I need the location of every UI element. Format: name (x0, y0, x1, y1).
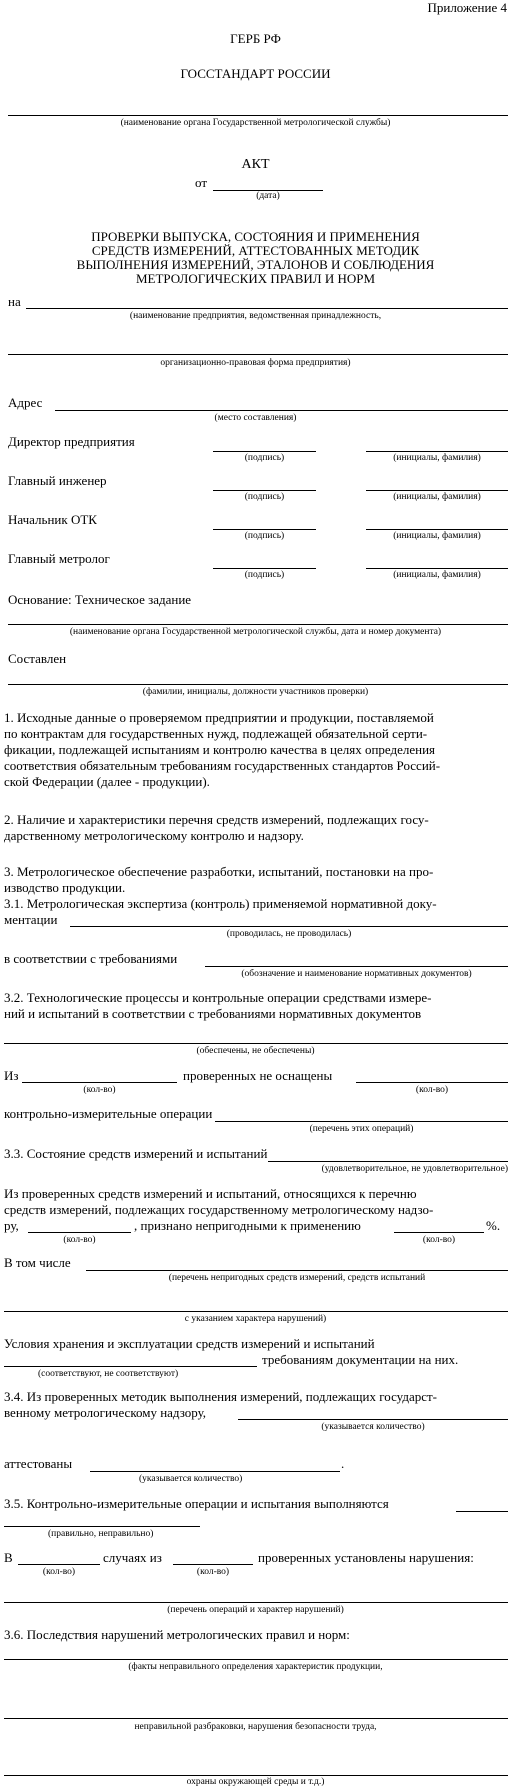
qty-caption: (кол-во) (42, 1567, 76, 1577)
section-1-line: соответствия обязательным требованиям государственных стандартов Россий- (4, 758, 441, 773)
consequences-caption-1: (факты неправильного определения характеристик продукции, (128, 1662, 383, 1672)
violation-caption: с указанием характера нарушений) (184, 1314, 327, 1324)
expertise-line (70, 926, 508, 927)
name-caption: (инициалы, фамилия) (393, 570, 481, 580)
qty-line (394, 1232, 484, 1233)
section-2-line: дарственному метрологическому контролю и надзору. (4, 828, 304, 843)
violations-found-label: проверенных установлены нарушения: (258, 1550, 474, 1565)
qty-line (356, 1082, 508, 1083)
qty-caption: (кол-во) (63, 1235, 96, 1245)
org-line (8, 115, 508, 116)
org-title: ГОССТАНДАРТ РОССИИ (180, 66, 331, 81)
basis-label: Основание: Техническое задание (8, 592, 192, 607)
legal-form-line (8, 354, 508, 355)
consequences-caption-2: неправильной разбраковки, нарушения безопасности труда, (134, 1722, 377, 1732)
methods-count-line (238, 1419, 508, 1420)
signature-role: Начальник ОТК (8, 512, 97, 527)
violations-list-caption: (перечень операций и характер нарушений) (167, 1605, 344, 1615)
qty-line (22, 1082, 177, 1083)
section-3-3-text: средств измерений, подлежащих государственному метрологическому надзо- (4, 1202, 434, 1217)
act-from: от (195, 175, 208, 190)
qty-caption: (кол-во) (83, 1085, 116, 1095)
including-line (86, 1270, 508, 1271)
appendix-label: Приложение 4 (427, 0, 507, 15)
enterprise-caption: (наименование предприятия, ведомственная принадлежность, (129, 311, 382, 321)
correctness-line-end (456, 1511, 508, 1512)
act-title: АКТ (241, 157, 270, 172)
requirements-line (205, 966, 508, 967)
signature-caption: (подпись) (244, 531, 285, 541)
signature-line (213, 451, 316, 452)
state-caption: (удовлетворительное, не удовлетворительное) (321, 1164, 508, 1174)
name-line (366, 451, 508, 452)
compiled-line (8, 684, 508, 685)
date-caption: (дата) (256, 191, 280, 201)
requirements-label: в соответствии с требованиями (4, 951, 178, 966)
requirements-caption: (обозначение и наименование нормативных документов) (241, 969, 472, 979)
operations-label: контрольно-измерительные операции (4, 1106, 213, 1121)
name-line (366, 529, 508, 530)
name-caption: (инициалы, фамилия) (393, 492, 481, 502)
methods-count-caption: (указывается количество) (321, 1422, 425, 1432)
certified-period: . (341, 1456, 345, 1471)
consequences-line-2 (4, 1718, 508, 1719)
signature-role: Директор предприятия (8, 434, 135, 449)
in-label: В (4, 1550, 13, 1565)
correctness-caption: (правильно, неправильно) (48, 1529, 154, 1539)
storage-caption: (соответствуют, не соответствуют) (38, 1369, 179, 1379)
consequences-caption-3: охраны окружающей среды и т.д.) (186, 1777, 325, 1787)
operations-line (215, 1121, 508, 1122)
section-3-3-text: Из проверенных средств измерений и испытаний, относящихся к перечню (4, 1186, 417, 1201)
cases-label: случаях из (103, 1550, 162, 1565)
address-line (55, 410, 508, 411)
section-3-line: изводство продукции. (4, 880, 126, 895)
address-caption: (место составления) (214, 413, 297, 423)
including-caption: (перечень непригодных средств измерений, средств испытаний (168, 1273, 426, 1283)
section-3-2-line: ний и испытаний в соответствии с требованиями нормативных документов (4, 1006, 422, 1021)
expertise-caption: (проводилась, не проводилась) (226, 929, 352, 939)
org-caption: (наименование органа Государственной метрологической службы) (120, 118, 391, 128)
signature-role: Главный инженер (8, 473, 107, 488)
consequences-line-1 (4, 1659, 508, 1660)
qty-caption: (кол-во) (422, 1235, 456, 1245)
section-3-5-label: 3.5. Контрольно-измерительные операции и испытания выполняются (4, 1496, 389, 1511)
name-line (366, 568, 508, 569)
basis-line (8, 624, 508, 625)
storage-line (4, 1366, 257, 1367)
address-label: Адрес (8, 395, 43, 410)
qty-caption: (кол-во) (415, 1085, 449, 1095)
storage-requirements-label: требованиям документации на них. (262, 1352, 459, 1367)
ru-label: ру, (4, 1218, 19, 1233)
section-3-4-line: венному метрологическому надзору, (4, 1405, 207, 1420)
correctness-line (4, 1526, 200, 1527)
act-subject-4: МЕТРОЛОГИЧЕСКИХ ПРАВИЛ И НОРМ (135, 271, 376, 286)
operations-caption: (перечень этих операций) (309, 1124, 414, 1134)
qty-line (173, 1564, 253, 1565)
section-1-line: фикации, подлежащей испытаниям и контролю качества в целях определения (4, 742, 436, 757)
certified-caption: (указывается количество) (139, 1474, 243, 1484)
provision-caption: (обеспечены, не обеспечены) (196, 1046, 315, 1056)
signature-line (213, 529, 316, 530)
act-subject-3: ВЫПОЛНЕНИЯ ИЗМЕРЕНИЙ, ЭТАЛОНОВ И СОБЛЮДЕНИЯ (76, 257, 435, 272)
compiled-label: Составлен (8, 651, 67, 666)
percent-label: %. (486, 1218, 501, 1233)
section-1-line: 1. Исходные данные о проверяемом предприятии и продукции, поставляемой (4, 710, 434, 725)
storage-label: Условия хранения и эксплуатации средств измерений и испытаний (4, 1336, 375, 1351)
including-label: В том числе (4, 1255, 71, 1270)
name-caption: (инициалы, фамилия) (393, 531, 481, 541)
signature-caption: (подпись) (244, 570, 285, 580)
basis-caption: (наименование органа Государственной метрологической службы, дата и номер документа) (69, 627, 442, 637)
from-label: Из (4, 1068, 19, 1083)
act-subject-2: СРЕДСТВ ИЗМЕРЕНИЙ, АТТЕСТОВАННЫХ МЕТОДИК (91, 243, 420, 258)
emblem-label: ГЕРБ РФ (230, 31, 281, 46)
legal-form-caption: организационно-правовая форма предприятия) (160, 358, 351, 368)
signature-role: Главный метролог (8, 551, 110, 566)
certified-line (90, 1471, 340, 1472)
name-line (366, 490, 508, 491)
name-caption: (инициалы, фамилия) (393, 453, 481, 463)
state-line (268, 1161, 508, 1162)
section-1-line: по контрактам для государственных нужд, подлежащей обязательной серти- (4, 726, 428, 741)
signature-line (213, 568, 316, 569)
act-subject-1: ПРОВЕРКИ ВЫПУСКА, СОСТОЯНИЯ И ПРИМЕНЕНИЯ (91, 229, 420, 244)
section-3-3-label: 3.3. Состояние средств измерений и испытаний (4, 1146, 268, 1161)
provision-line (4, 1043, 508, 1044)
compiled-caption: (фамилии, инициалы, должности участников проверки) (142, 687, 369, 697)
violation-line (4, 1311, 508, 1312)
section-3-2-line: 3.2. Технологические процессы и контрольные операции средствами измере- (4, 990, 432, 1005)
consequences-line-3 (4, 1775, 508, 1776)
signature-line (213, 490, 316, 491)
certified-label: аттестованы (4, 1456, 73, 1471)
enterprise-line (26, 308, 508, 309)
section-3-1-line: 3.1. Метрологическая экспертиза (контроль) применяемой нормативной доку- (4, 896, 437, 911)
qty-line (18, 1564, 100, 1565)
section-2-line: 2. Наличие и характеристики перечня средств измерений, подлежащих госу- (4, 812, 429, 827)
checked-not-equipped-label: проверенных не оснащены (183, 1068, 333, 1083)
section-3-1-line: ментации (4, 912, 58, 927)
signature-caption: (подпись) (244, 492, 285, 502)
on-label: на (8, 294, 21, 309)
violations-list-line (4, 1602, 508, 1603)
section-1-line: ской Федерации (далее - продукции). (4, 774, 210, 789)
qty-caption: (кол-во) (196, 1567, 230, 1577)
section-3-4-line: 3.4. Из проверенных методик выполнения измерений, подлежащих государст- (4, 1389, 438, 1404)
unfit-label: , признано непригодными к применению (134, 1218, 361, 1233)
section-3-line: 3. Метрологическое обеспечение разработки, испытаний, постановки на про- (4, 864, 434, 879)
signature-caption: (подпись) (244, 453, 285, 463)
section-3-6-label: 3.6. Последствия нарушений метрологических правил и норм: (4, 1627, 350, 1642)
qty-line (28, 1232, 131, 1233)
